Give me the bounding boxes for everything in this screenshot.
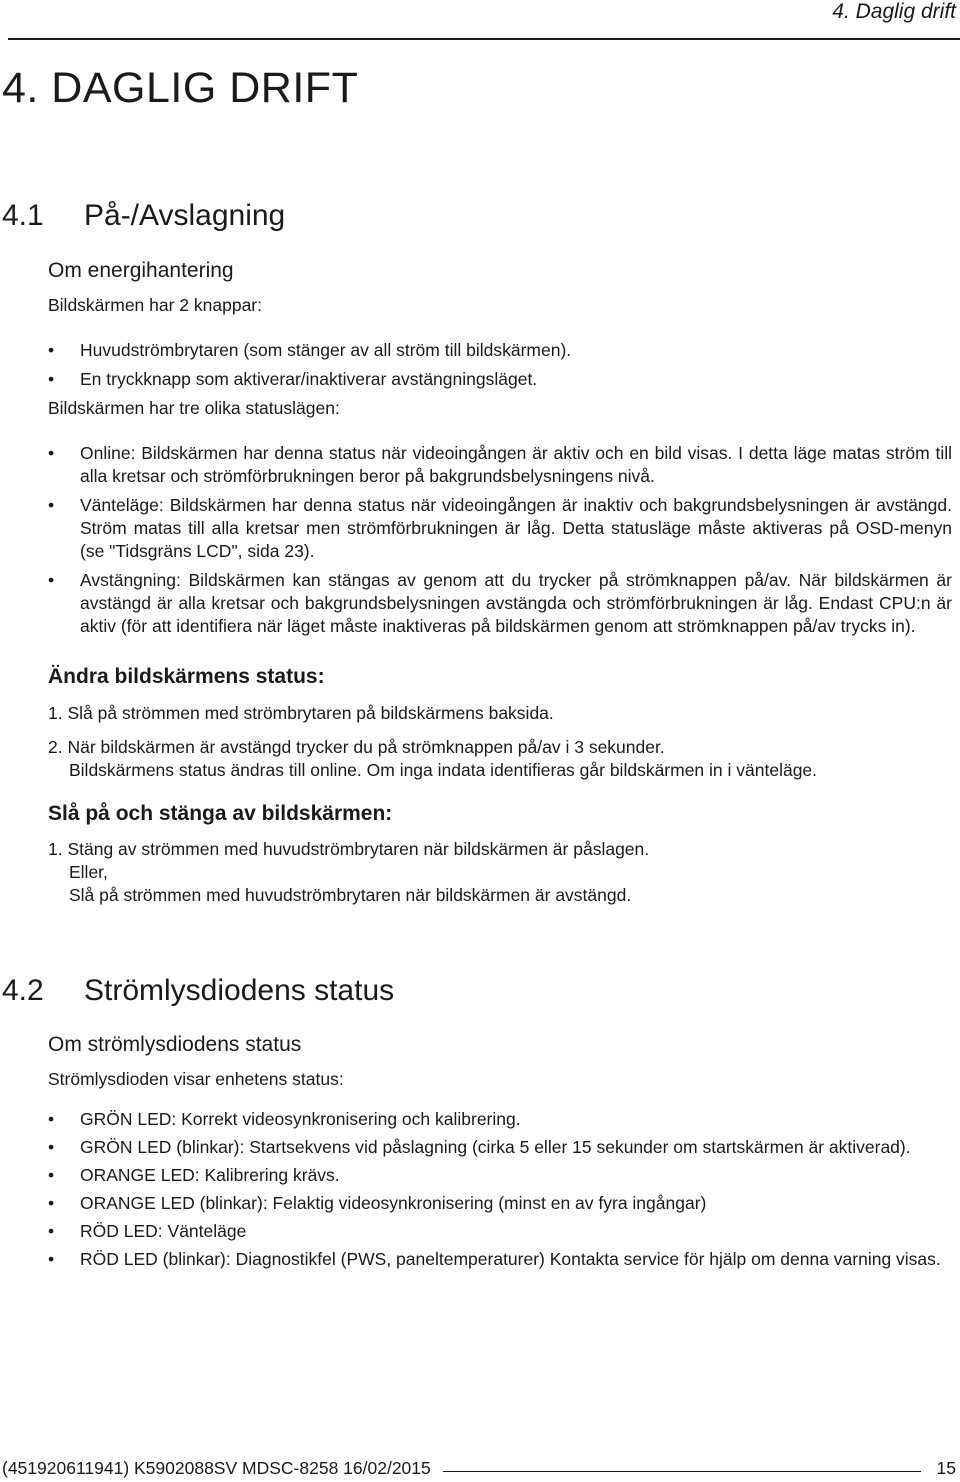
list-item: • RÖD LED (blinkar): Diagnostikfel (PWS, paneltemperaturer) Kontakta service för hjälp om denna varning visas. [48,1248,952,1271]
step: 2. När bildskärmen är avstängd trycker du på strömknappen på/av i 3 sekunder. [48,737,665,757]
subheading-energy: Om energihantering [48,259,234,282]
section-title-4-2 [2,974,394,1008]
step-alt: Slå på strömmen med huvudströmbrytaren när bildskärmen är avstängd. [69,885,632,905]
page-number: 15 [936,1458,956,1478]
document-id: (451920611941) K5902088SV MDSC-8258 16/02/2015 [2,1458,431,1478]
section-title-text: På-/Avslagning [84,199,286,232]
chapter-title: 4. DAGLIG DRIFT [2,64,359,112]
section-4-1-content [48,258,952,907]
list-item: • Huvudströmbrytaren (som stänger av all ström till bildskärmen). [48,339,952,362]
section-number: 4.1 [2,199,44,232]
running-header: 4. Daglig drift [832,0,956,23]
list-item: • GRÖN LED: Korrekt videosynkronisering och kalibrering. [48,1108,952,1131]
step-result: Bildskärmens status ändras till online. Om inga indata identifieras går bildskärmen in i vänteläge. [69,760,818,780]
footer-rule [443,1471,921,1472]
subheading-change-status: Ändra bildskärmens status: [48,665,325,688]
bullet-list-states [48,442,952,638]
section-title-4-1 [2,199,285,233]
paragraph: Bildskärmen har tre olika statuslägen: [48,398,340,418]
list-item: • Vänteläge: Bildskärmen har denna status när videoingången är inaktiv och bakgrundsbelysningen är avstängd. Ström matas till alla kretsar men strömförbrukningen är låg. Detta statusläge måste aktiveras på OSD-menyn (se "Tidsgräns LCD", sida 23). [48,494,952,563]
list-item: • GRÖN LED (blinkar): Startsekvens vid påslagning (cirka 5 eller 15 sekunder om startskärmen är aktiverad). [48,1136,952,1159]
step-or: Eller, [69,862,108,882]
bullet-list-buttons [48,339,952,391]
step: 1. Stäng av strömmen med huvudströmbrytaren när bildskärmen är påslagen. [48,839,650,859]
list-item: • ORANGE LED (blinkar): Felaktig videosynkronisering (minst en av fyra ingångar) [48,1192,952,1215]
subheading-led: Om strömlysdiodens status [48,1033,302,1056]
list-item: • RÖD LED: Vänteläge [48,1220,952,1243]
header-rule [8,38,960,40]
page-footer [2,1458,956,1479]
subheading-on-off: Slå på och stänga av bildskärmen: [48,802,393,825]
list-item: • Online: Bildskärmen har denna status när videoingången är aktiv och en bild visas. I detta läge matas ström till alla kretsar och strömförbrukningen beror på bakgrundsbelysningens nivå. [48,442,952,488]
section-title-text: Strömlysdiodens status [84,974,395,1007]
bullet-list-led [48,1108,952,1271]
list-item: • Avstängning: Bildskärmen kan stängas av genom att du trycker på strömknappen på/av. När bildskärmen är avstängd är alla kretsar och bakgrundsbelysningen avstängda och strömförbrukningen är låg. Endast CPU:n är aktiv (för att identifiera när läget måste inaktiveras på bildskärmen genom att strömknappen på/av trycks in). [48,569,952,638]
list-item: • ORANGE LED: Kalibrering krävs. [48,1164,952,1187]
paragraph: Bildskärmen har 2 knappar: [48,295,262,315]
section-number: 4.2 [2,974,44,1007]
step: 1. Slå på strömmen med strömbrytaren på bildskärmens baksida. [48,703,554,723]
paragraph: Strömlysdioden visar enhetens status: [48,1069,344,1089]
list-item: • En tryckknapp som aktiverar/inaktiverar avstängningsläget. [48,368,952,391]
section-4-2-content [48,1032,952,1271]
